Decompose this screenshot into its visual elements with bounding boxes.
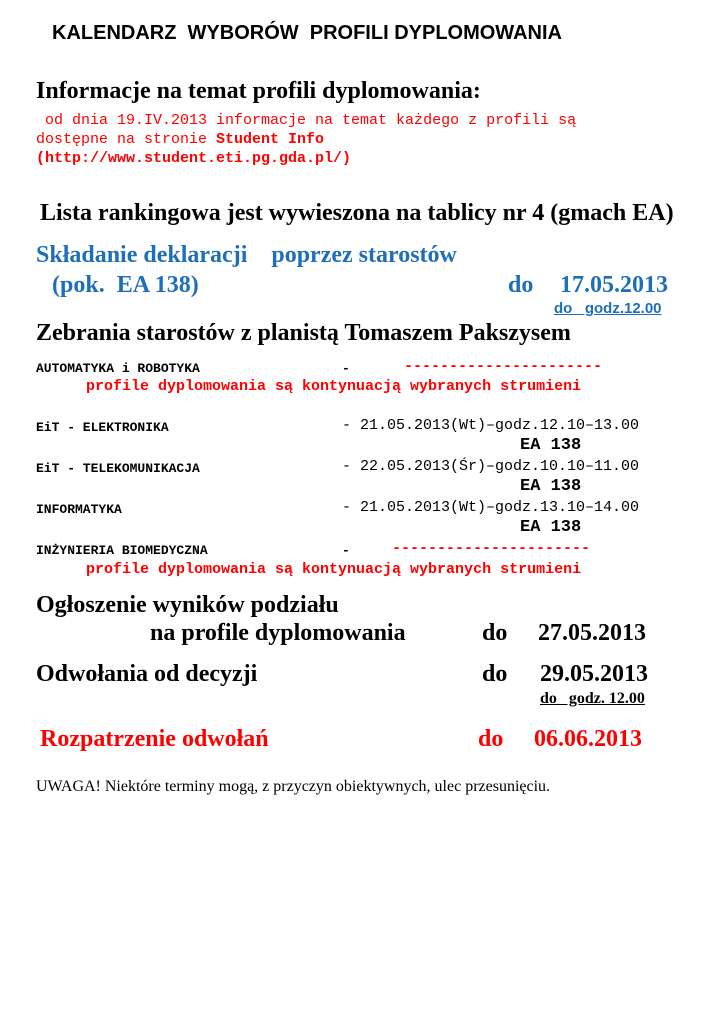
review-label: Rozpatrzenie odwołań — [40, 726, 269, 752]
row-elektronika-value: - 21.05.2013(Wt)–godz.12.10–13.00 — [342, 417, 640, 434]
row-informatyka-room: EA 138 — [520, 518, 582, 537]
row-automatyka-dash: - — [342, 361, 350, 376]
results-date: 27.05.2013 — [538, 620, 646, 646]
row-biomedyczna-value: ---------------------- — [392, 540, 591, 557]
declaration-date: 17.05.2013 — [560, 272, 668, 298]
info-line-1: od dnia 19.IV.2013 informacje na temat każdego z profili są — [36, 112, 577, 129]
declaration-time: do godz.12.00 — [554, 300, 662, 317]
row-automatyka-value: ---------------------- — [404, 358, 603, 375]
declaration-line-1: Składanie deklaracji poprzez starostów — [36, 242, 457, 268]
row-telekomunikacja-name: EiT - TELEKOMUNIKACJA — [36, 461, 200, 476]
ranking-info: Lista rankingowa jest wywieszona na tablicy nr 4 (gmach EA) — [40, 200, 674, 226]
row-informatyka-value: - 21.05.2013(Wt)–godz.13.10–14.00 — [342, 499, 640, 516]
declaration-line-2: (pok. EA 138) — [52, 272, 199, 298]
row-elektronika-room: EA 138 — [520, 436, 582, 455]
warning-note: UWAGA! Niektóre terminy mogą, z przyczyn obiektywnych, ulec przesunięciu. — [36, 778, 551, 795]
row-automatyka-note: profile dyplomowania są kontynuacją wybranych strumieni — [86, 378, 582, 395]
appeals-date: 29.05.2013 — [540, 661, 648, 687]
row-informatyka-name: INFORMATYKA — [36, 502, 122, 517]
appeals-time: do godz. 12.00 — [540, 690, 645, 707]
row-elektronika-name: EiT - ELEKTRONIKA — [36, 420, 169, 435]
appeals-label: Odwołania od decyzji — [36, 661, 258, 687]
page-title: KALENDARZ WYBORÓW PROFILI DYPLOMOWANIA — [52, 22, 562, 44]
row-biomedyczna-dash: - — [342, 543, 350, 558]
info-heading: Informacje na temat profili dyplomowania: — [36, 78, 481, 104]
results-line-1: Ogłoszenie wyników podziału — [36, 592, 339, 618]
results-do: do — [482, 620, 508, 646]
row-telekomunikacja-value: - 22.05.2013(Śr)–godz.10.10–11.00 — [342, 458, 640, 475]
row-biomedyczna-name: INŻYNIERIA BIOMEDYCZNA — [36, 543, 208, 558]
review-date: 06.06.2013 — [534, 726, 642, 752]
info-line-2-text: dostępne na stronie — [36, 131, 217, 148]
row-biomedyczna-note: profile dyplomowania są kontynuacją wybranych strumieni — [86, 561, 582, 578]
meetings-heading: Zebrania starostów z planistą Tomaszem Pakszysem — [36, 320, 571, 346]
student-info-url[interactable]: (http://www.student.eti.pg.gda.pl/) — [36, 150, 352, 167]
results-line-2: na profile dyplomowania — [150, 620, 406, 646]
student-info-link[interactable]: Student Info — [216, 131, 325, 148]
info-line-2 — [36, 131, 324, 148]
declaration-do: do — [508, 272, 534, 298]
row-automatyka-name: AUTOMATYKA i ROBOTYKA — [36, 361, 200, 376]
review-do: do — [478, 726, 504, 752]
row-telekomunikacja-room: EA 138 — [520, 477, 582, 496]
appeals-do: do — [482, 661, 508, 687]
